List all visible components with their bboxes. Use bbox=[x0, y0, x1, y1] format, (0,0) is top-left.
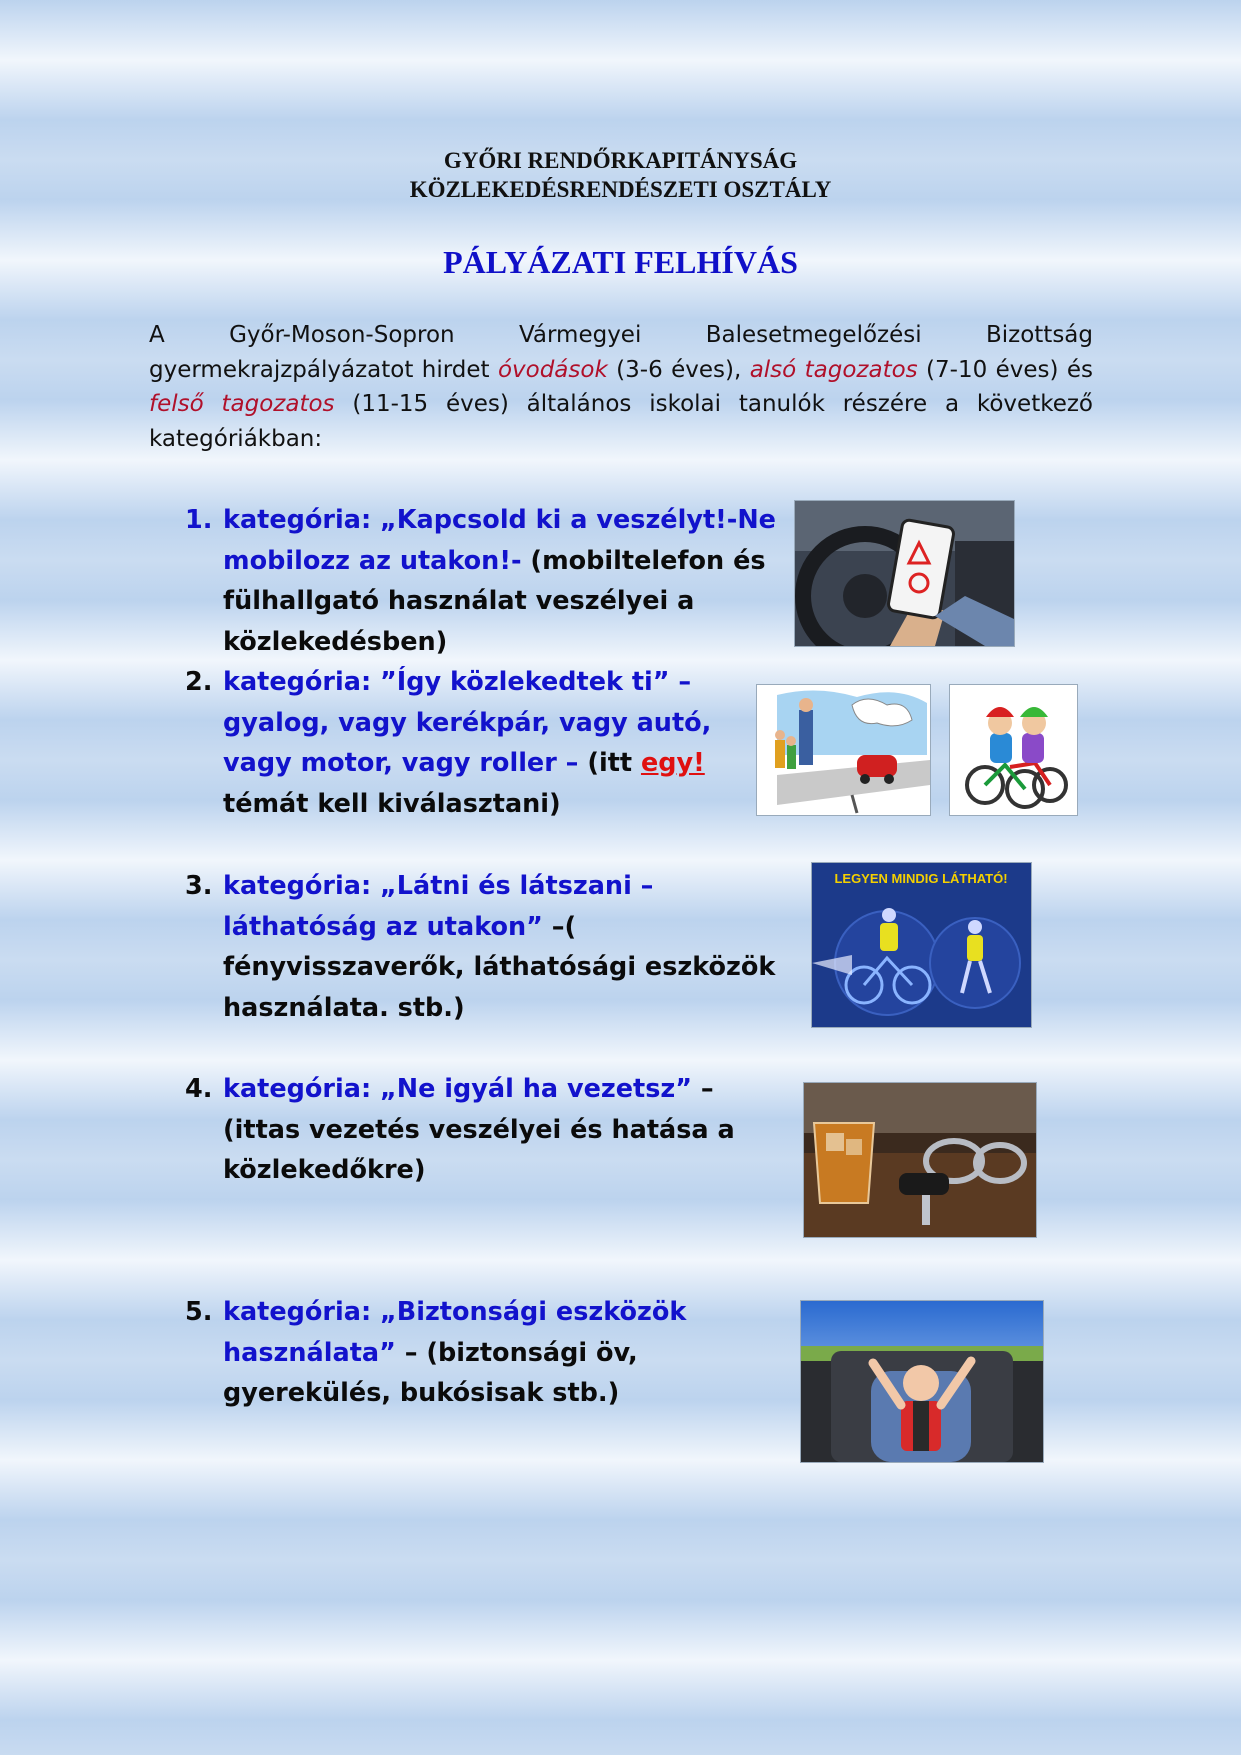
category-desc: gyerekülés, bukósisak stb.) bbox=[223, 1378, 620, 1408]
page-title: PÁLYÁZATI FELHÍVÁS bbox=[443, 244, 798, 280]
category-title-cont: használata” bbox=[223, 1337, 396, 1368]
intro-highlight-kindergarten: óvodások bbox=[497, 356, 608, 383]
header-line-1: GYŐRI RENDŐRKAPITÁNYSÁG bbox=[443, 148, 798, 173]
intro-highlight-upper-school: felső tagozatos bbox=[149, 391, 335, 417]
kids-bikes-image bbox=[949, 684, 1078, 816]
intro-paragraph bbox=[149, 318, 1093, 456]
intro-text-1: A Győr-Moson-Sopron Vármegyei Balesetmegelőzési Bizottság gyermekrajzpályázatot hirdet bbox=[149, 322, 1093, 383]
category-number: 4. bbox=[185, 1074, 213, 1104]
category-desc: – bbox=[692, 1074, 714, 1104]
category-title: kategória: „Biztonsági eszközök bbox=[223, 1297, 687, 1327]
intro-text-4: (11-15 éves) általános iskolai tanulók részére a következő kategóriákban: bbox=[149, 391, 1094, 452]
pedestrians-car-image bbox=[756, 684, 931, 816]
intro-highlight-lower-school: alsó tagozatos bbox=[749, 356, 918, 383]
category-title-cont: gyalog, vagy kerékpár, vagy autó, bbox=[223, 707, 712, 738]
child-car-seat-image bbox=[800, 1300, 1044, 1463]
phone-driving-image bbox=[794, 500, 1015, 647]
category-desc: fülhallgató használat veszélyei a bbox=[223, 586, 695, 616]
category-title: kategória: „Kapcsold ki a veszélyt!-Ne bbox=[223, 505, 776, 535]
category-number: 2. bbox=[185, 667, 213, 697]
category-title-cont: mobilozz az utakon!- bbox=[223, 545, 522, 576]
category-title: kategória: „Ne igyál ha vezetsz” bbox=[223, 1074, 692, 1104]
category-number: 5. bbox=[185, 1297, 213, 1327]
category-desc: (itt bbox=[578, 748, 641, 778]
visibility-poster-image bbox=[811, 862, 1032, 1028]
category-desc: használata. stb.) bbox=[223, 992, 465, 1023]
drunk-driving-image bbox=[803, 1082, 1037, 1238]
category-desc: témát kell kiválasztani) bbox=[223, 788, 561, 819]
category-desc: (ittas vezetés veszélyei és hatása a bbox=[223, 1114, 735, 1145]
category-title: kategória: „Látni és látszani – bbox=[223, 871, 654, 901]
header-line-2: KÖZLEKEDÉSRENDÉSZETI OSZTÁLY bbox=[409, 177, 832, 202]
category-desc: (mobiltelefon és bbox=[521, 545, 766, 576]
intro-text-2: (3-6 éves), bbox=[607, 356, 750, 383]
category-title: kategória: ”Így közlekedtek ti” – bbox=[223, 667, 692, 697]
category-desc: –( bbox=[542, 911, 577, 942]
category-desc: közlekedésben) bbox=[223, 626, 448, 657]
category-number: 3. bbox=[185, 871, 213, 901]
visibility-banner-text: LEGYEN MINDIG LÁTHATÓ! bbox=[834, 871, 1008, 886]
category-title-cont: vagy motor, vagy roller – bbox=[223, 748, 579, 778]
category-desc: fényvisszaverők, láthatósági eszközök bbox=[223, 952, 776, 982]
category-desc: – (biztonsági öv, bbox=[395, 1337, 638, 1368]
category-number: 1. bbox=[185, 505, 213, 535]
category-emphasis: egy! bbox=[640, 748, 705, 778]
intro-text-3: (7-10 éves) és bbox=[917, 356, 1094, 383]
category-desc: közlekedőkre) bbox=[223, 1155, 426, 1185]
category-title-cont: láthatóság az utakon” bbox=[223, 911, 543, 942]
